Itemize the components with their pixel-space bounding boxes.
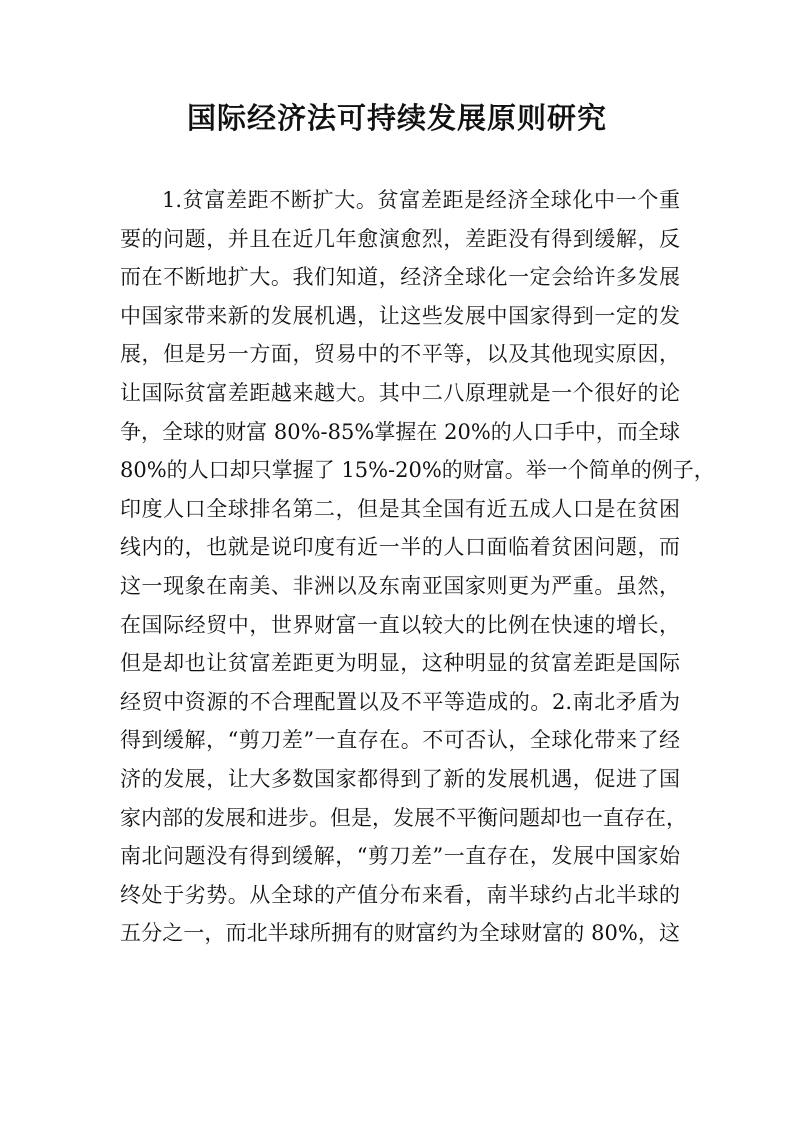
- text-line: 中国家带来新的发展机遇，让这些发展中国家得到一定的发: [120, 303, 680, 328]
- text-line: 线内的，也就是说印度有近一半的人口面临着贫困问题，而: [120, 535, 680, 560]
- text-line: 而在不断地扩大。我们知道，经济全球化一定会给许多发展: [120, 265, 680, 290]
- text-line: 展，但是另一方面，贸易中的不平等，以及其他现实原因，: [120, 342, 680, 367]
- text-line: 要的问题，并且在近几年愈演愈烈，差距没有得到缓解，反: [120, 226, 680, 251]
- body-paragraph: [120, 181, 715, 953]
- text-line: 终处于劣势。从全球的产值分布来看，南半球约占北半球的: [120, 882, 680, 907]
- text-line: 经贸中资源的不合理配置以及不平等造成的。2.南北矛盾为: [120, 689, 680, 714]
- text-line: 印度人口全球排名第二，但是其全国有近五成人口是在贫困: [120, 496, 680, 521]
- text-line: 在国际经贸中，世界财富一直以较大的比例在快速的增长，: [120, 612, 680, 637]
- text-line: 得到缓解，“剪刀差”一直存在。不可否认，全球化带来了经: [120, 728, 680, 753]
- page-title: 国际经济法可持续发展原则研究: [186, 101, 607, 135]
- text-line: 但是却也让贫富差距更为明显，这种明显的贫富差距是国际: [120, 651, 680, 676]
- text-line: 这一现象在南美、非洲以及东南亚国家则更为严重。虽然，: [120, 573, 680, 598]
- text-line: 家内部的发展和进步。但是，发展不平衡问题却也一直存在，: [120, 805, 687, 830]
- text-line: 五分之一，而北半球所拥有的财富约为全球财富的 80%，这: [120, 921, 680, 946]
- text-line: 济的发展，让大多数国家都得到了新的发展机遇，促进了国: [120, 766, 680, 791]
- text-line: 争，全球的财富 80%-85%掌握在 20%的人口手中，而全球: [120, 419, 680, 444]
- text-line: 南北问题没有得到缓解，“剪刀差”一直存在，发展中国家始: [120, 844, 680, 869]
- text-line: 80%的人口却只掌握了 15%-20%的财富。举一个简单的例子，: [120, 458, 715, 483]
- text-line: 让国际贫富差距越来越大。其中二八原理就是一个很好的论: [120, 380, 680, 405]
- text-line: 1.贫富差距不断扩大。贫富差距是经济全球化中一个重: [162, 188, 680, 212]
